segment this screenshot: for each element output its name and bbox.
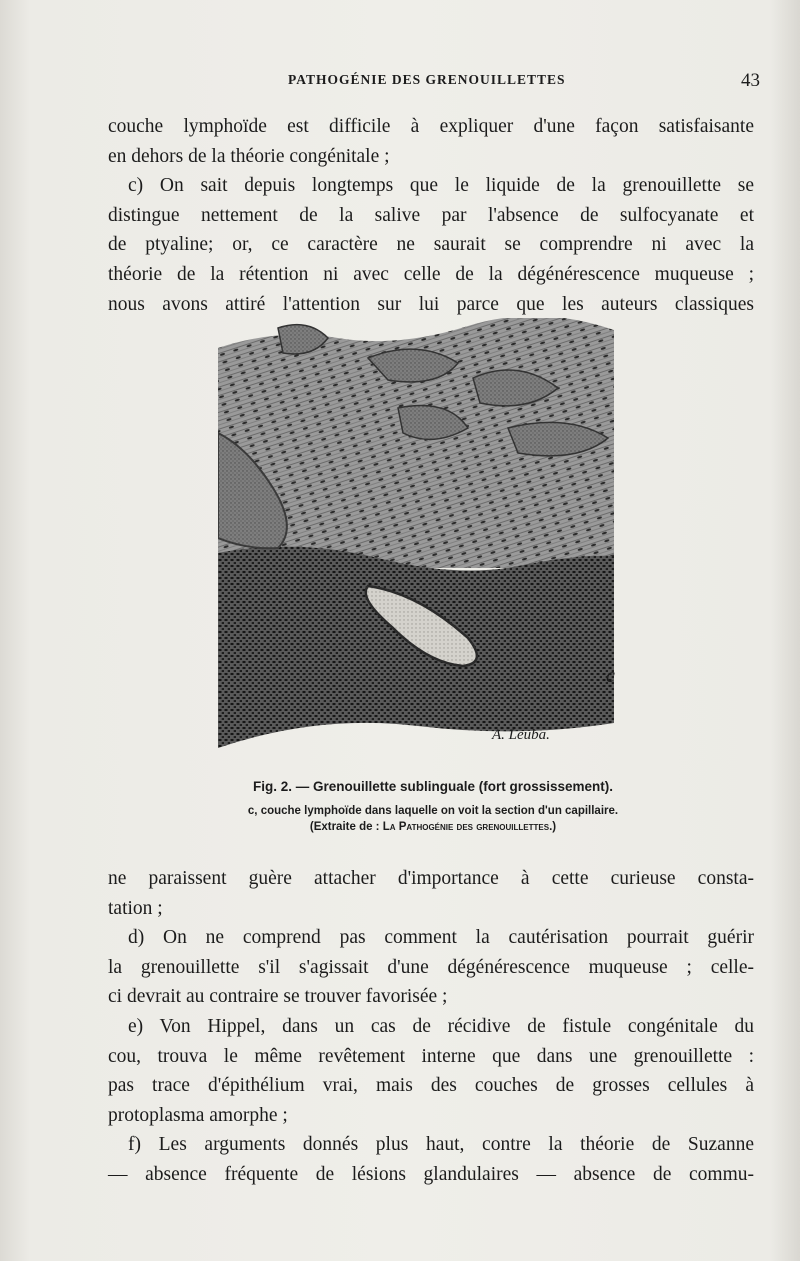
text-line: de ptyaline; or, ce caractère ne saurait se comprendre ni avec la — [108, 234, 754, 256]
text-line: pas trace d'épithélium vrai, mais des couches de grosses cellules à — [108, 1075, 754, 1097]
figure-caption-description: c, couche lymphoïde dans laquelle on voit la section d'un capillaire. — [247, 805, 619, 817]
paragraph-bottom — [108, 864, 754, 1190]
caption-source-suffix: .) — [549, 821, 557, 833]
text-line: protoplasma amorphe ; — [108, 1104, 288, 1126]
text-line: cou, trouva le même revêtement interne que dans une grenouillette : — [108, 1045, 754, 1067]
paragraph-top — [108, 112, 754, 319]
text-line: ci devrait au contraire se trouver favorisée ; — [108, 986, 448, 1008]
running-head: PATHOGÉNIE DES GRENOUILLETTES — [288, 72, 566, 87]
figure-caption-title: Fig. 2. — Grenouillette sublinguale (fort grossissement). — [252, 779, 614, 794]
text-line: tation ; — [108, 897, 163, 919]
figure-caption-source — [108, 821, 758, 833]
caption-source-prefix: (Extraite de : — [309, 821, 383, 833]
text-line: f) Les arguments donnés plus haut, contre la théorie de Suzanne — [128, 1134, 754, 1156]
text-line: nous avons attiré l'attention sur lui parce que les auteurs classiques — [108, 293, 754, 315]
text-line: théorie de la rétention ni avec celle de la dégénérescence muqueuse ; — [108, 263, 754, 285]
text-line: c) On sait depuis longtemps que le liquide de la grenouillette se — [128, 175, 754, 197]
histology-illustration — [218, 318, 614, 754]
text-line: e) Von Hippel, dans un cas de récidive de fistule congénitale du — [128, 1015, 754, 1037]
text-line: distingue nettement de la salive par l'absence de sulfocyanate et — [108, 204, 754, 226]
text-line: d) On ne comprend pas comment la cautérisation pourrait guérir — [128, 927, 754, 949]
page-header — [108, 70, 760, 94]
text-line: la grenouillette s'il s'agissait d'une dégénérescence muqueuse ; celle- — [108, 956, 754, 978]
text-line: en dehors de la théorie congénitale ; — [108, 145, 390, 167]
artist-signature: A. Leuba. — [492, 727, 550, 743]
figure-label-c: c — [606, 665, 615, 687]
text-line: ne paraissent guère attacher d'importance à cette curieuse consta- — [108, 868, 754, 889]
text-line: — absence fréquente de lésions glandulaires — absence de commu- — [108, 1163, 754, 1185]
text-line: couche lymphoïde est difficile à expliquer d'une façon satisfaisante — [108, 116, 754, 137]
caption-source-title: La Pathogénie des grenouillettes — [382, 821, 550, 833]
page-number: 43 — [741, 70, 760, 91]
